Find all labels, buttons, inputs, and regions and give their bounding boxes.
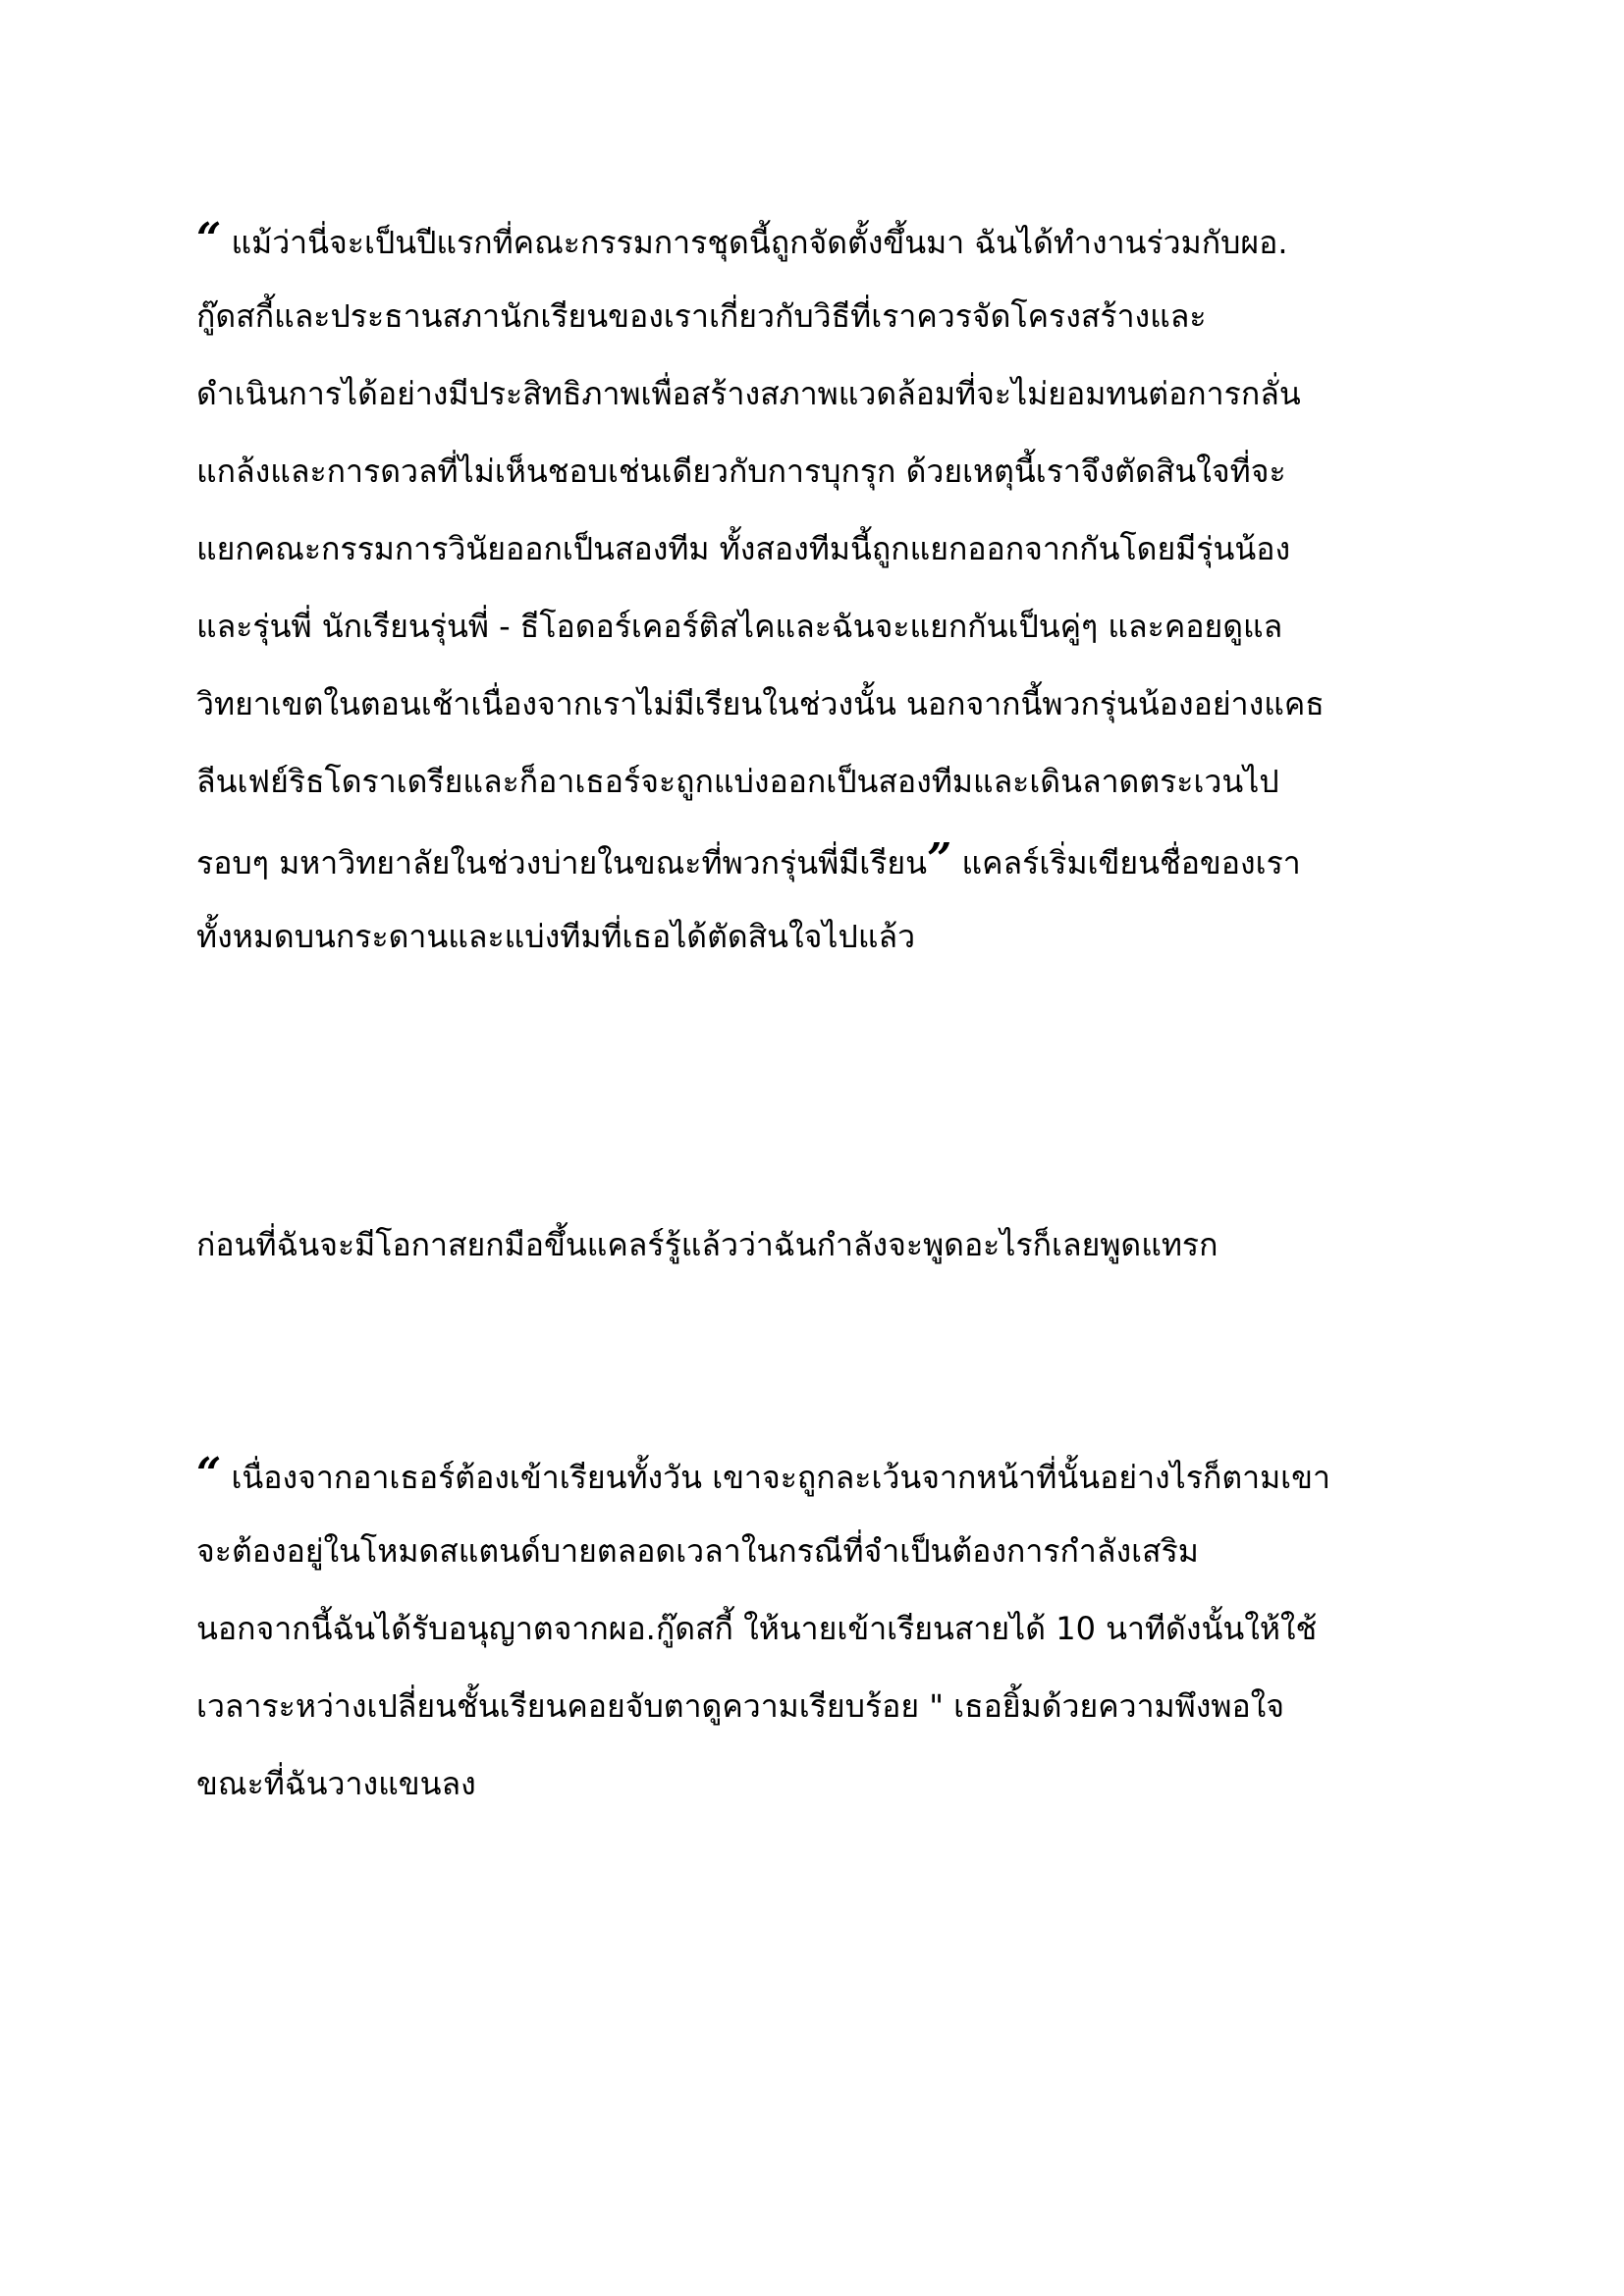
paragraph-narration: [196, 1206, 1453, 1284]
line-text: แม้ว่านี่จะเป็นปีแรกที่คณะกรรมการชุดนี้ถูกจัดตั้งขึ้นมา ฉันได้ทำงานร่วมกับผอ.: [221, 224, 1288, 261]
paragraph-dialogue-1: [196, 200, 1453, 976]
text-line: จะต้องอยู่ในโหมดสแตนด์บายตลอดเวลาในกรณีที่จำเป็นต้องการกำลังเสริม: [196, 1532, 1199, 1570]
paragraph-dialogue-2: [196, 1435, 1453, 1823]
open-quote-mark: “: [196, 1449, 222, 1499]
line-text: รอบๆ มหาวิทยาลัยในช่วงบ่ายในขณะที่พวกรุ่นพี่มีเรียน: [196, 844, 927, 881]
text-line: และรุ่นพี่ นักเรียนรุ่นพี่ - ธีโอดอร์เคอร์ติสไคและฉันจะแยกกันเป็นคู่ๆ และคอยดูแล: [196, 608, 1283, 645]
text-line: แกล้งและการดวลที่ไม่เห็นชอบเช่นเดียวกับการบุกรุก ด้วยเหตุนี้เราจึงตัดสินใจที่จะ: [196, 453, 1286, 490]
text-line: กู๊ดสกี้และประธานสภานักเรียนของเราเกี่ยวกับวิธีที่เราควรจัดโครงสร้างและ: [196, 297, 1207, 335]
text-line: ดำเนินการได้อย่างมีประสิทธิภาพเพื่อสร้างสภาพแวดล้อมที่จะไม่ยอมทนต่อการกลั่น: [196, 375, 1301, 412]
text-line: เวลาระหว่างเปลี่ยนชั้นเรียนคอยจับตาดูความเรียบร้อย " เธอยิ้มด้วยความพึงพอใจ: [196, 1687, 1285, 1725]
line-text: แคลร์เริ่มเขียนชื่อของเรา: [951, 844, 1301, 881]
text-line: วิทยาเขตในตอนเช้าเนื่องจากเราไม่มีเรียนในช่วงนั้น นอกจากนี้พวกรุ่นน้องอย่างแคธ: [196, 685, 1325, 722]
text-line: [196, 200, 1453, 278]
text-line: ขณะที่ฉันวางแขนลง: [196, 1765, 476, 1802]
text-line: แยกคณะกรรมการวินัยออกเป็นสองทีม ทั้งสองทีมนี้ถูกแยกออกจากกันโดยมีรุ่นน้อง: [196, 530, 1291, 567]
text-line: ก่อนที่ฉันจะมีโอกาสยกมือขึ้นแคลร์รู้แล้วว่าฉันกำลังจะพูดอะไรก็เลยพูดแทรก: [196, 1226, 1218, 1263]
text-line: ทั้งหมดบนกระดานและแบ่งทีมที่เธอได้ตัดสินใจไปแล้ว: [196, 918, 916, 955]
line-text: เนื่องจากอาเธอร์ต้องเข้าเรียนทั้งวัน เขาจะถูกละเว้นจากหน้าที่นั้นอย่างไรก็ตามเขา: [221, 1459, 1330, 1496]
text-line: ลีนเฟย์ริธโดราเดรียและก็อาเธอร์จะถูกแบ่งออกเป็นสองทีมและเดินลาดตระเวนไป: [196, 763, 1279, 800]
text-line: [196, 821, 1453, 898]
open-quote-mark: “: [196, 214, 222, 264]
text-line: [196, 1435, 1453, 1513]
close-quote-mark: ”: [927, 834, 952, 884]
text-line: นอกจากนี้ฉันได้รับอนุญาตจากผอ.กู๊ดสกี้ ให้นายเข้าเรียนสายได้ 10 นาทีดังนั้นให้ใช้: [196, 1610, 1318, 1647]
